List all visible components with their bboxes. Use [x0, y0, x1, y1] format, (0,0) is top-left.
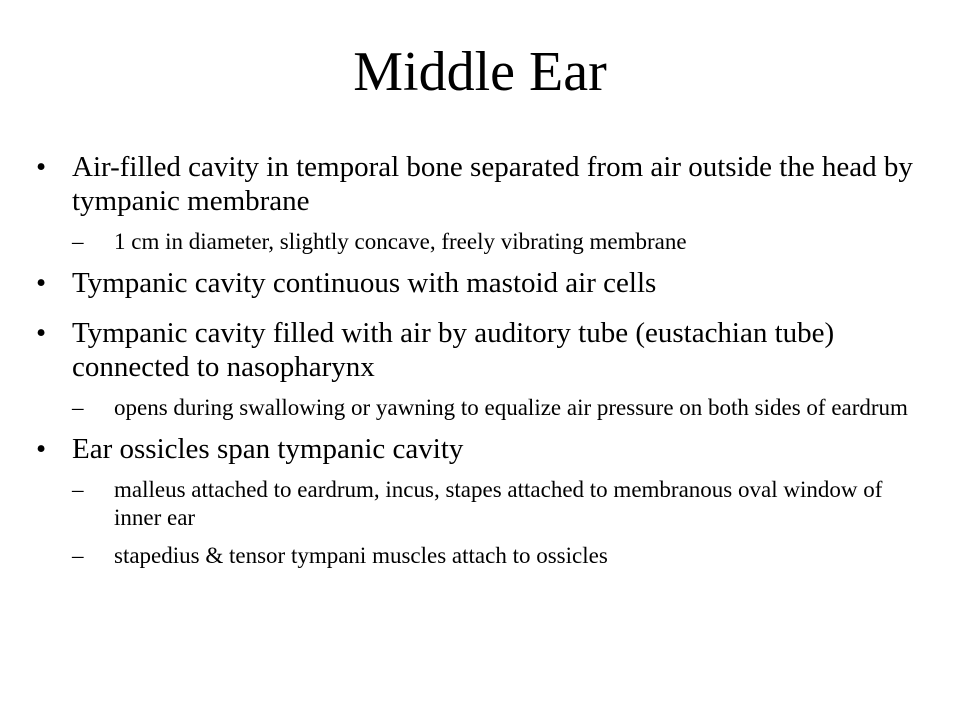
sub-bullet-list — [72, 476, 916, 570]
sub-bullet-marker: – — [72, 395, 84, 420]
bullet-text: Tympanic cavity continuous with mastoid air cells — [72, 267, 657, 299]
bullet-item — [36, 432, 916, 570]
bullet-text: Ear ossicles span tympanic cavity — [72, 433, 464, 465]
bullet-marker: • — [36, 151, 47, 183]
sub-bullet-text: malleus attached to eardrum, incus, stapes attached to membranous oval window of inner ear — [114, 477, 883, 530]
sub-bullet-item — [72, 476, 916, 532]
sub-bullet-text: opens during swallowing or yawning to equalize air pressure on both sides of eardrum — [114, 395, 908, 420]
sub-bullet-marker: – — [72, 229, 84, 254]
bullet-marker: • — [36, 317, 47, 349]
sub-bullet-list — [72, 228, 916, 256]
slide-title: Middle Ear — [353, 41, 607, 103]
sub-bullet-text: stapedius & tensor tympani muscles attach to ossicles — [114, 543, 608, 568]
bullet-item — [36, 150, 916, 256]
sub-bullet-item — [72, 228, 916, 256]
bullet-item — [36, 266, 916, 300]
bullet-list — [36, 150, 916, 580]
sub-bullet-item — [72, 394, 916, 422]
bullet-marker: • — [36, 433, 47, 465]
sub-bullet-marker: – — [72, 477, 84, 502]
sub-bullet-text: 1 cm in diameter, slightly concave, freely vibrating membrane — [114, 229, 687, 254]
bullet-text: Air-filled cavity in temporal bone separated from air outside the head by tympanic membrane — [72, 151, 913, 217]
bullet-marker: • — [36, 267, 47, 299]
sub-bullet-list — [72, 394, 916, 422]
bullet-text: Tympanic cavity filled with air by auditory tube (eustachian tube) connected to nasopharynx — [72, 317, 835, 383]
sub-bullet-item — [72, 542, 916, 570]
sub-bullet-marker: – — [72, 543, 84, 568]
bullet-item — [36, 316, 916, 422]
